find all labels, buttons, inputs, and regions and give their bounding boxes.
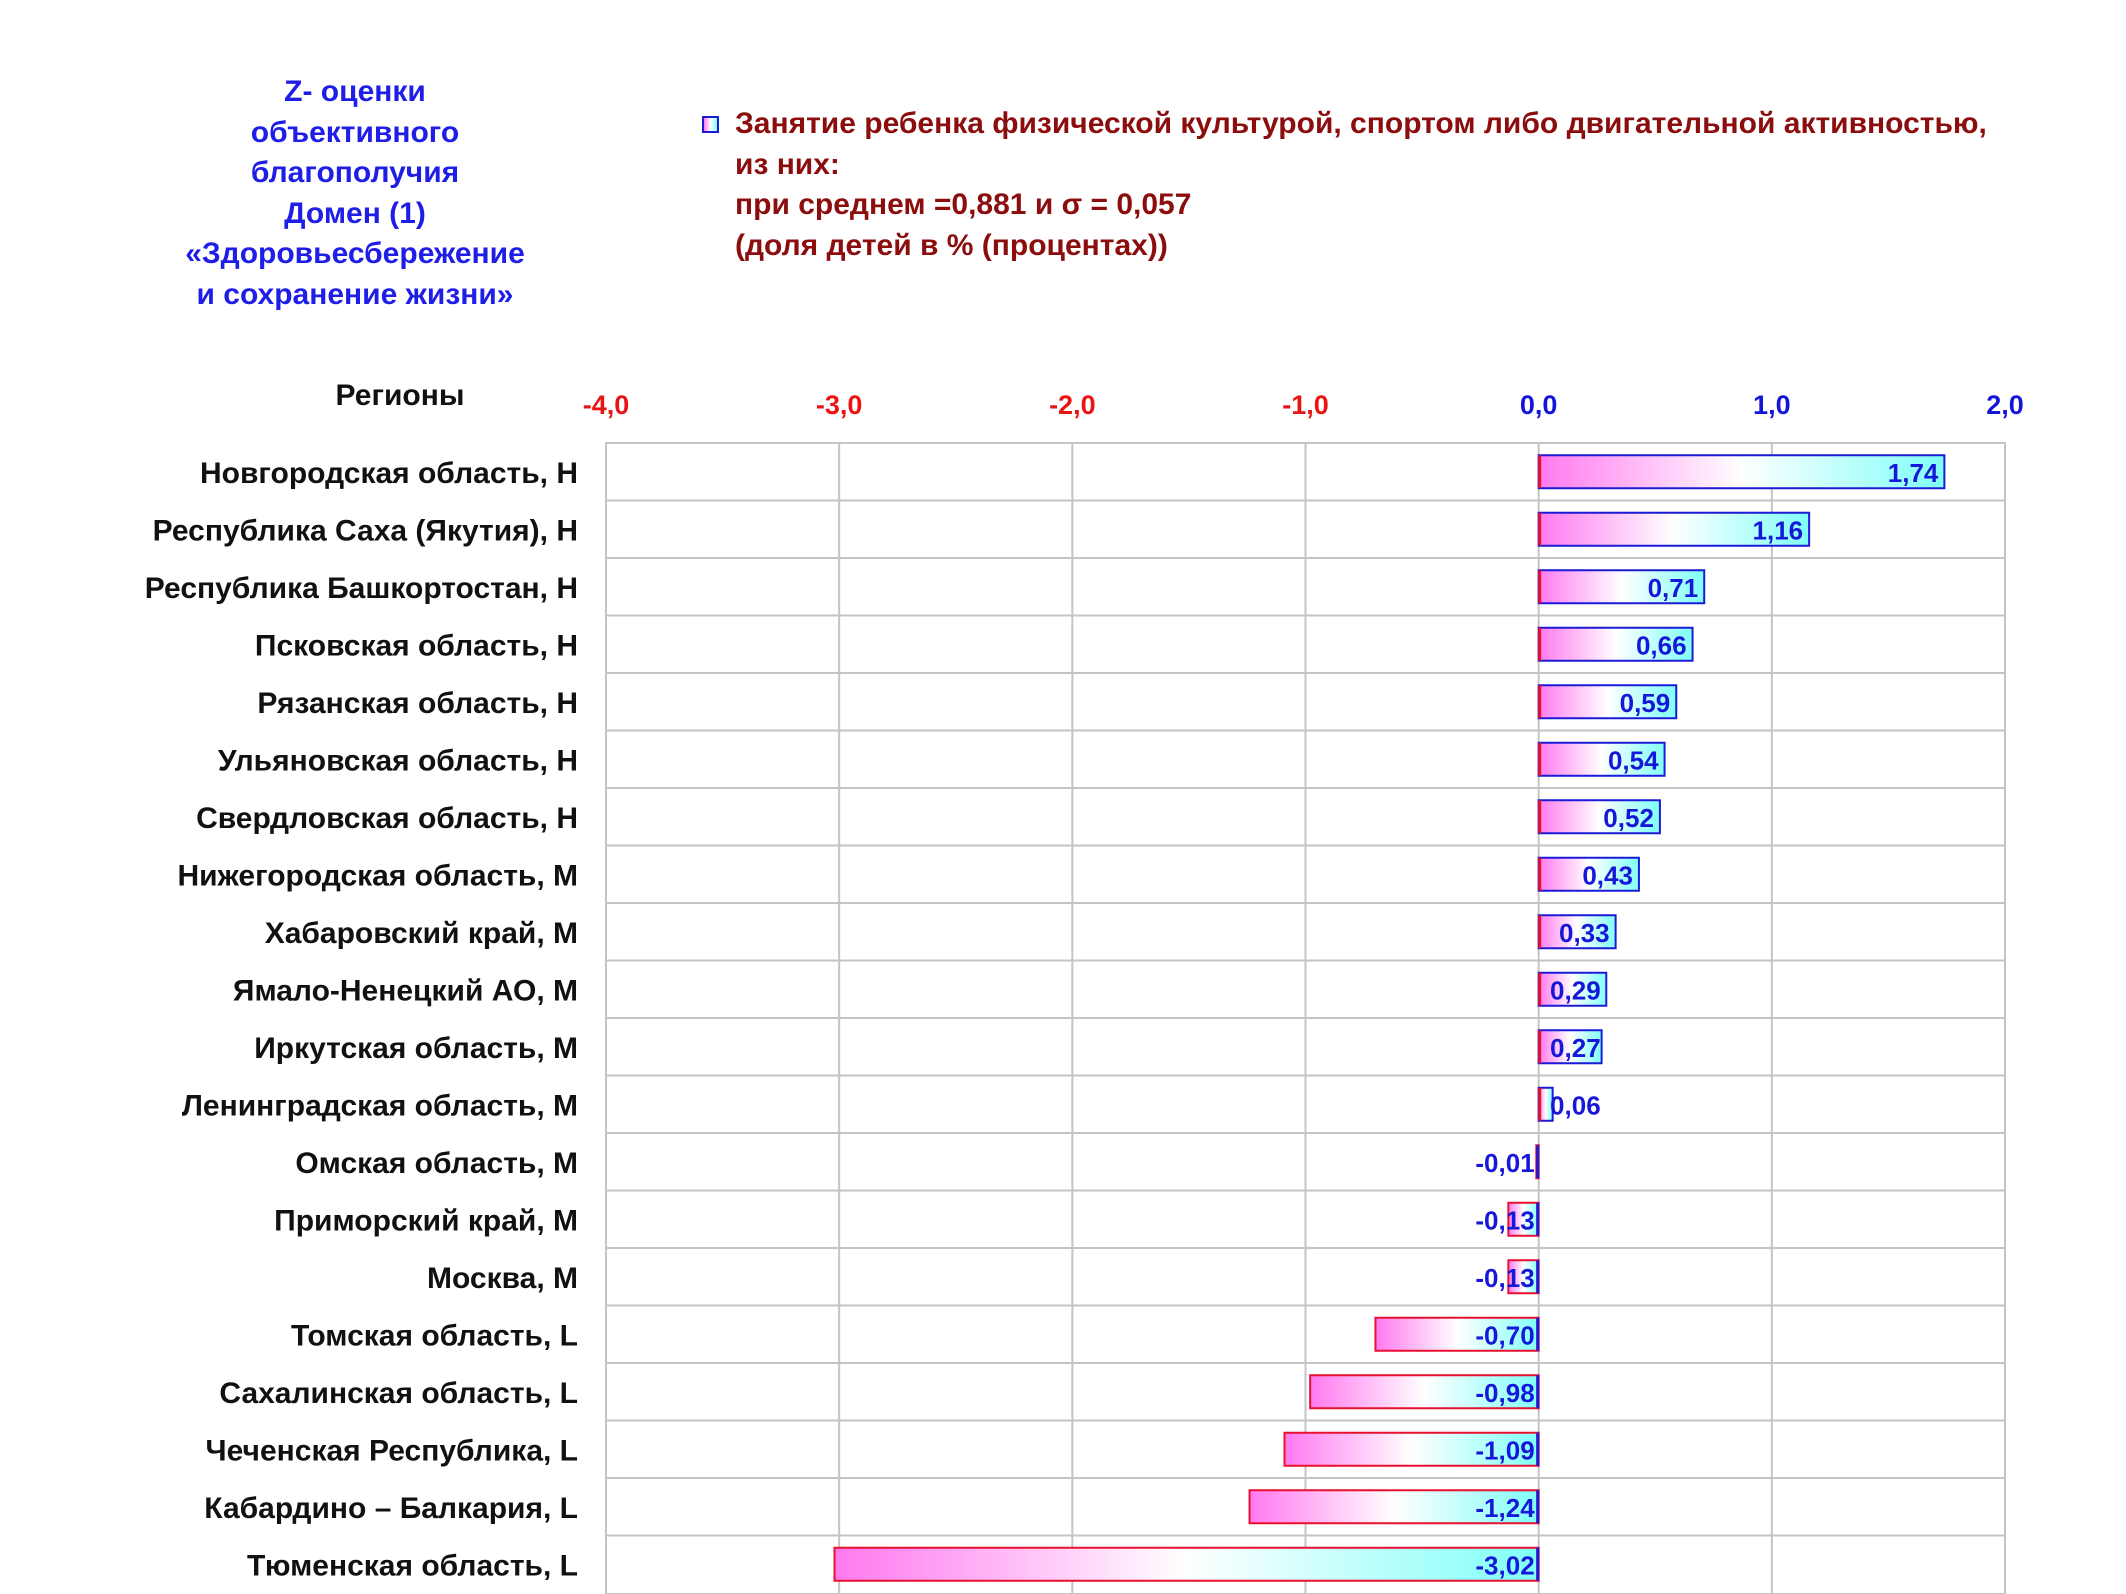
category-label: Ульяновская область, Н xyxy=(217,744,578,778)
data-label: 0,27 xyxy=(1550,1032,1601,1063)
side-title-line: объективного xyxy=(250,115,460,149)
x-tick-label: 1,0 xyxy=(1753,390,1791,420)
side-title-line: Домен (1) xyxy=(284,196,426,230)
category-label: Ленинградская область, М xyxy=(181,1089,578,1123)
legend-line: при среднем =0,881 и σ = 0,057 xyxy=(735,188,1192,221)
data-label: 0,66 xyxy=(1635,630,1687,661)
x-tick-label: -3,0 xyxy=(815,390,863,420)
category-label: Республика Саха (Якутия), Н xyxy=(152,514,578,548)
category-labels xyxy=(145,457,578,1583)
side-title-line: Z- оценки xyxy=(284,75,426,108)
category-label: Омская область, М xyxy=(295,1146,578,1180)
x-tick-label: -4,0 xyxy=(582,390,630,420)
data-label: 1,16 xyxy=(1752,515,1804,546)
data-label: -0,70 xyxy=(1475,1320,1535,1351)
category-label: Нижегородская область, М xyxy=(177,859,578,893)
x-tick-label: 0,0 xyxy=(1519,390,1558,420)
x-tick-label: -2,0 xyxy=(1049,390,1096,420)
category-label: Приморский край, М xyxy=(274,1204,578,1238)
data-label: 0,71 xyxy=(1647,572,1699,603)
category-label: Рязанская область, Н xyxy=(257,686,578,720)
category-label: Томская область, L xyxy=(290,1319,578,1353)
data-label: 0,29 xyxy=(1550,975,1601,1006)
data-label: -0,13 xyxy=(1475,1205,1535,1236)
category-label: Тюменская область, L xyxy=(246,1549,578,1583)
category-label: Ямало-Ненецкий АО, М xyxy=(232,974,578,1008)
data-label: 0,54 xyxy=(1607,745,1659,776)
category-label: Республика Башкортостан, Н xyxy=(144,571,578,605)
legend-line: (доля детей в % (процентах)) xyxy=(735,228,1168,262)
side-title-line: «Здоровьесбережение xyxy=(185,237,525,270)
side-title-line: и сохранение жизни» xyxy=(196,277,514,311)
data-label: -1,09 xyxy=(1475,1435,1535,1466)
legend-line: из них: xyxy=(735,147,840,181)
bar xyxy=(835,1548,1539,1581)
data-label: -1,24 xyxy=(1475,1492,1535,1523)
data-label: 0,59 xyxy=(1619,687,1671,718)
category-label: Чеченская Республика, L xyxy=(205,1434,578,1468)
data-label: -0,01 xyxy=(1475,1147,1535,1178)
category-label: Москва, М xyxy=(426,1261,578,1295)
category-label: Хабаровский край, М xyxy=(264,916,578,950)
data-label: -0,13 xyxy=(1475,1262,1535,1293)
category-label: Свердловская область, Н xyxy=(196,801,578,835)
data-label: -0,98 xyxy=(1475,1377,1535,1408)
x-axis-ticks xyxy=(583,390,2024,420)
y-axis-label: Регионы xyxy=(335,379,465,412)
category-label: Псковская область, Н xyxy=(254,629,578,663)
data-label: 0,33 xyxy=(1559,917,1610,948)
category-label: Новгородская область, Н xyxy=(200,456,578,490)
category-label: Кабардино – Балкария, L xyxy=(204,1491,578,1525)
data-label: 0,43 xyxy=(1582,860,1633,891)
data-label: 0,06 xyxy=(1550,1090,1601,1121)
side-title-line: благополучия xyxy=(250,156,460,189)
grid xyxy=(606,443,2005,1594)
data-label: 1,74 xyxy=(1887,457,1939,488)
category-label: Иркутская область, М xyxy=(254,1031,578,1065)
x-tick-label: 2,0 xyxy=(1986,390,2024,420)
x-tick-label: -1,0 xyxy=(1282,390,1329,420)
legend-line: Занятие ребенка физической культурой, спортом либо двигательной активностью, xyxy=(735,107,1987,140)
data-label: -3,02 xyxy=(1475,1550,1535,1581)
category-label: Сахалинская область, L xyxy=(219,1376,578,1410)
data-label: 0,52 xyxy=(1603,802,1654,833)
bar xyxy=(1539,455,1945,488)
